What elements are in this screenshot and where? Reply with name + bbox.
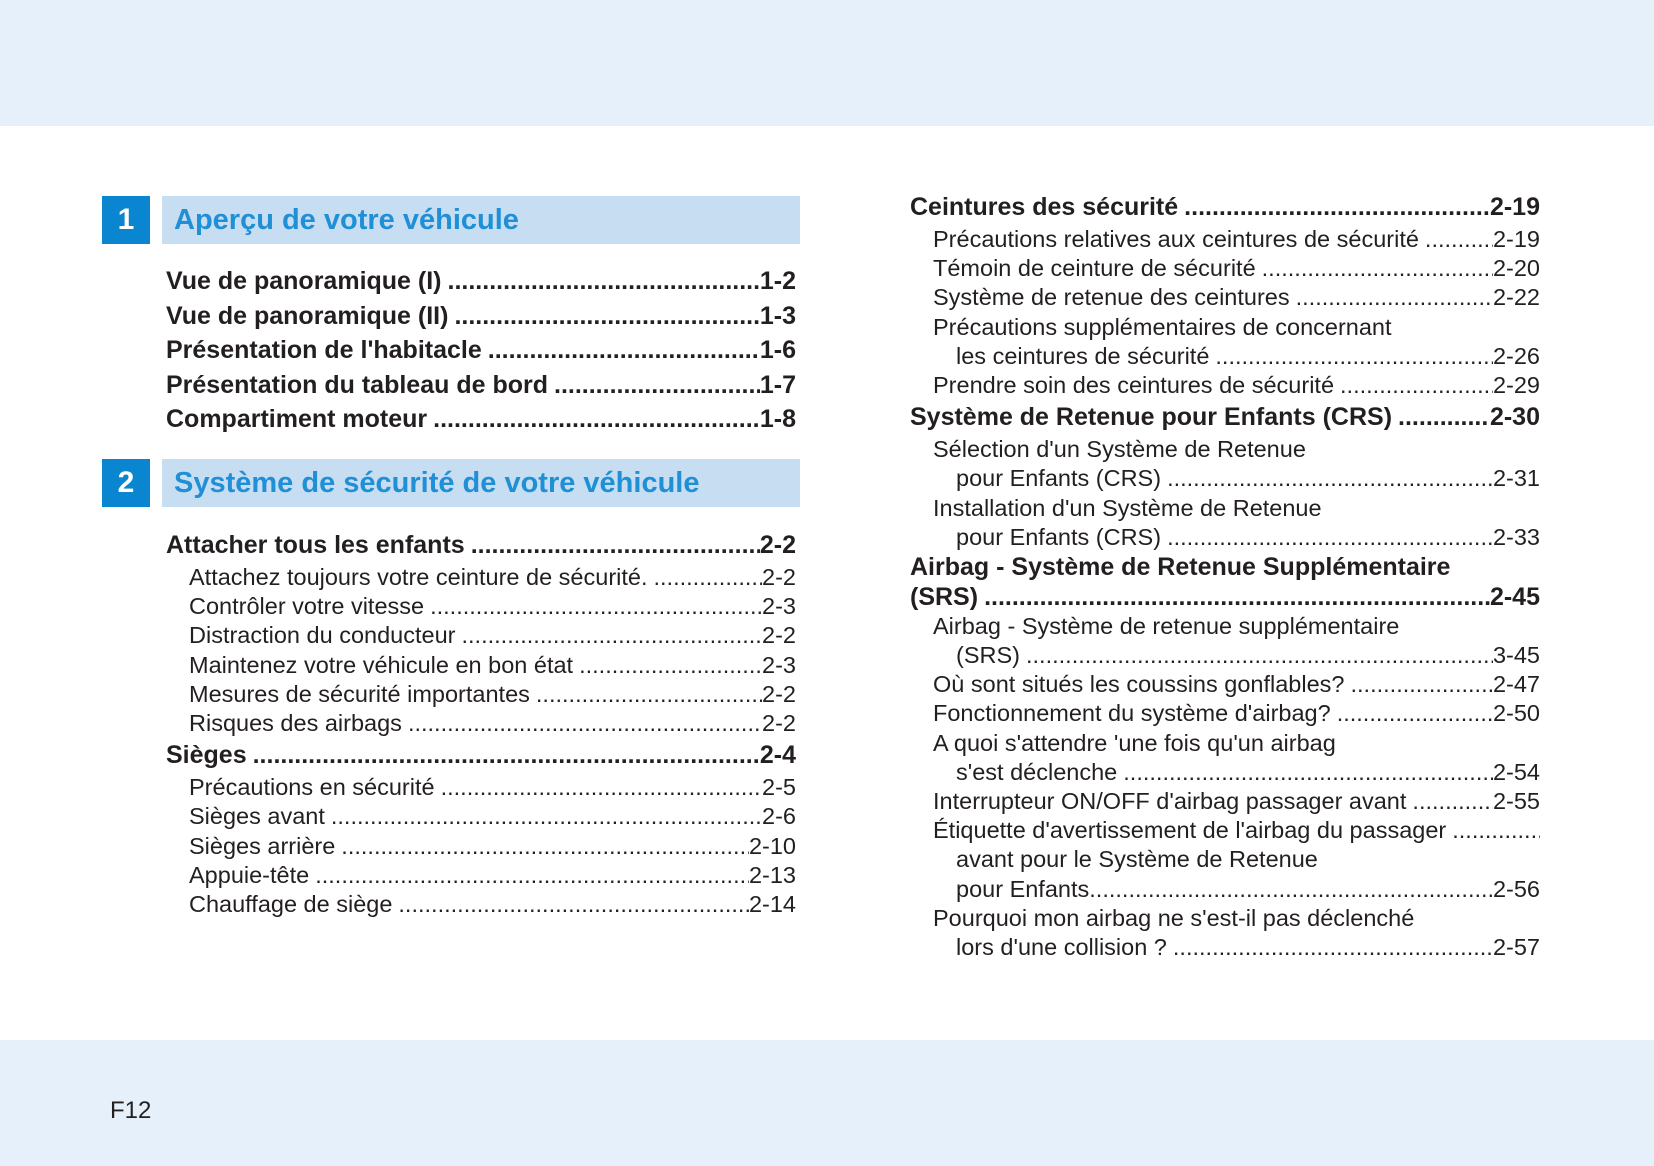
chapter-number: 2 — [102, 459, 150, 507]
toc-subentry-line[interactable]: A quoi s'attendre 'une fois qu'un airbag — [933, 729, 1336, 756]
toc-subentry[interactable]: Témoin de ceinture de sécurité ..... 2-20 — [910, 254, 1540, 283]
toc-subentry[interactable]: Appuie-tête ..... 2-13 — [166, 861, 796, 890]
toc-subentry[interactable]: Fonctionnement du système d'airbag? ..... 2-50 — [910, 699, 1540, 728]
chapter-2-toc-left — [166, 528, 796, 919]
toc-subentry-line[interactable]: Précautions supplémentaires de concernant — [933, 313, 1392, 340]
toc-subentry[interactable]: Interrupteur ON/OFF d'airbag passager avant ..... 2-55 — [910, 787, 1540, 816]
toc-subentry-line[interactable]: Installation d'un Système de Retenue — [933, 494, 1322, 521]
toc-entry[interactable]: (SRS) ..... 2-45 — [910, 582, 1540, 612]
toc-subentry-line[interactable]: avant pour le Système de Retenue — [956, 846, 1318, 873]
toc-entry[interactable]: Vue de panoramique (I) ..... 1-2 — [166, 264, 796, 299]
toc-subentry[interactable]: Distraction du conducteur ..... 2-2 — [166, 621, 796, 650]
chapter-number: 1 — [102, 196, 150, 244]
toc-entry[interactable]: Ceintures des sécurité ..... 2-19 — [910, 190, 1540, 225]
toc-subentry[interactable]: Mesures de sécurité importantes ..... 2-2 — [166, 680, 796, 709]
toc-subentry[interactable]: Système de retenue des ceintures ..... 2-22 — [910, 283, 1540, 312]
toc-subentry[interactable]: Contrôler votre vitesse ..... 2-3 — [166, 592, 796, 621]
chapter-1-toc — [166, 264, 796, 437]
toc-subentry[interactable]: Où sont situés les coussins gonflables? ..... 2-47 — [910, 670, 1540, 699]
toc-subentry[interactable]: Attachez toujours votre ceinture de sécurité. ..... 2-2 — [166, 563, 796, 592]
toc-entry[interactable]: Vue de panoramique (II) ..... 1-3 — [166, 299, 796, 334]
toc-subentry[interactable]: Sièges avant ..... 2-6 — [166, 802, 796, 831]
footer-band — [0, 1040, 1654, 1166]
toc-subentry-continuation[interactable]: lors d'une collision ? ..... 2-57 — [910, 933, 1540, 962]
toc-subentry-continuation[interactable]: pour Enfants (CRS) ..... 2-33 — [910, 523, 1540, 552]
toc-subentry[interactable]: Précautions en sécurité ..... 2-5 — [166, 773, 796, 802]
toc-subentry-continuation[interactable]: les ceintures de sécurité ..... 2-26 — [910, 342, 1540, 371]
toc-subentry-line[interactable]: Pourquoi mon airbag ne s'est-il pas déclenché — [933, 904, 1415, 931]
toc-subentry[interactable]: Prendre soin des ceintures de sécurité ..... 2-29 — [910, 371, 1540, 400]
toc-subentry-line[interactable]: Sélection d'un Système de Retenue — [933, 436, 1306, 463]
toc-entry-line[interactable]: Airbag - Système de Retenue Supplémentaire — [910, 552, 1451, 581]
page-number: F12 — [110, 1097, 152, 1124]
toc-entry[interactable]: Présentation de l'habitacle ..... 1-6 — [166, 333, 796, 368]
toc-subentry[interactable]: Risques des airbags ..... 2-2 — [166, 709, 796, 738]
toc-entry[interactable]: Compartiment moteur ..... 1-8 — [166, 402, 796, 437]
toc-subentry-continuation[interactable]: (SRS) ..... 3-45 — [910, 641, 1540, 670]
toc-entry[interactable]: Attacher tous les enfants ..... 2-2 — [166, 528, 796, 563]
toc-subentry-line[interactable]: Airbag - Système de retenue supplémentaire — [933, 612, 1400, 639]
toc-subentry[interactable]: Maintenez votre véhicule en bon état ..... 2-3 — [166, 651, 796, 680]
chapter-2-toc-right — [910, 190, 1540, 962]
chapter-title: Aperçu de votre véhicule — [162, 196, 800, 244]
toc-subentry[interactable]: Sièges arrière ..... 2-10 — [166, 832, 796, 861]
toc-subentry-continuation[interactable]: pour Enfants ..... 2-56 — [910, 875, 1540, 904]
chapter-title: Système de sécurité de votre véhicule — [162, 459, 800, 507]
toc-subentry[interactable]: Précautions relatives aux ceintures de sécurité ..... 2-19 — [910, 225, 1540, 254]
toc-subentry-continuation[interactable]: pour Enfants (CRS) ..... 2-31 — [910, 464, 1540, 493]
header-band — [0, 0, 1654, 126]
toc-subentry[interactable]: Étiquette d'avertissement de l'airbag du passager ..... — [910, 816, 1540, 845]
toc-entry[interactable]: Système de Retenue pour Enfants (CRS) ..... 2-30 — [910, 400, 1540, 435]
toc-subentry[interactable]: Chauffage de siège ..... 2-14 — [166, 890, 796, 919]
toc-subentry-continuation[interactable]: s'est déclenche ..... 2-54 — [910, 758, 1540, 787]
toc-entry[interactable]: Présentation du tableau de bord ..... 1-7 — [166, 368, 796, 403]
toc-entry[interactable]: Sièges ..... 2-4 — [166, 738, 796, 773]
